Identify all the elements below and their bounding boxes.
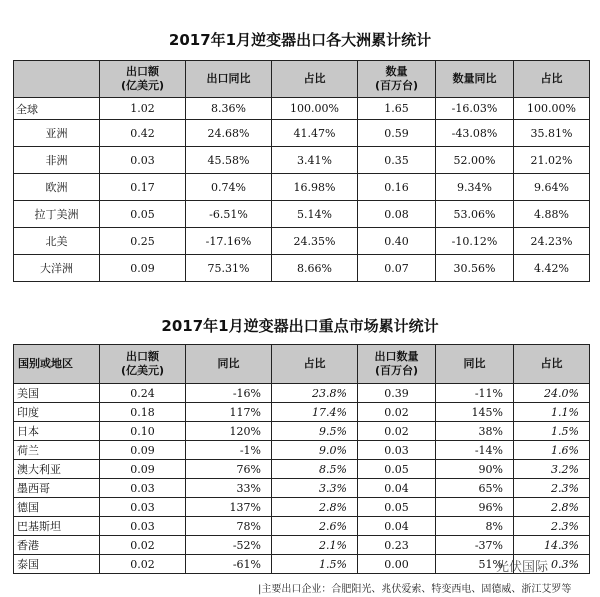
table2-header-cell: 同比 [436,345,514,384]
table2-header-cell: 出口数量 (百万台) [358,345,436,384]
table1-cell: 75.31% [186,255,272,282]
table1-cell: 52.00% [436,147,514,174]
table1-cell: 3.41% [272,147,358,174]
table1-cell: 亚洲 [14,120,100,147]
table2-cell: 印度 [14,403,100,422]
table2-cell: -52% [186,536,272,555]
table-row [14,174,590,201]
table1-cell: 欧洲 [14,174,100,201]
table-row [14,255,590,282]
table2-cell: 3.3% [272,479,358,498]
table2-cell: 0.05 [358,498,436,517]
table2-cell: 65% [436,479,514,498]
table1-header-cell: 数量同比 [436,61,514,98]
table1-cell: 0.59 [358,120,436,147]
table2-cell: 美国 [14,384,100,403]
table-row [14,536,590,555]
table1-cell: 北美 [14,228,100,255]
table1-cell: 0.42 [100,120,186,147]
table2-cell: 76% [186,460,272,479]
table-row [14,228,590,255]
table2-cell: 96% [436,498,514,517]
table1-cell: 1.65 [358,98,436,120]
table2-cell: 0.03 [358,441,436,460]
continent-export-table [13,60,590,282]
table2-cell: 78% [186,517,272,536]
table2-cell: 0.05 [358,460,436,479]
table2-cell: 德国 [14,498,100,517]
key-market-export-table [13,344,590,574]
table1-cell: 45.58% [186,147,272,174]
table1-header-cell: 出口额 (亿美元) [100,61,186,98]
table2-cell: 2.3% [514,479,590,498]
table1-header-cell: 占比 [514,61,590,98]
watermark-text: 光伏国际 [496,560,549,575]
table2-cell: 0.03 [100,517,186,536]
table2-cell: 0.23 [358,536,436,555]
table2-cell: 0.02 [100,536,186,555]
table2-cell: -1% [186,441,272,460]
table-row [14,517,590,536]
table2-cell: 2.8% [514,498,590,517]
table2-cell: 1.5% [272,555,358,574]
table2-cell: 0.09 [100,460,186,479]
table-row [14,120,590,147]
table2-cell: 0.04 [358,517,436,536]
table-row [14,422,590,441]
table2-cell: 17.4% [272,403,358,422]
table1-cell: 21.02% [514,147,590,174]
table1-cell: -10.12% [436,228,514,255]
table1-cell: 4.88% [514,201,590,228]
table-row [14,479,590,498]
table2-cell: 0.10 [100,422,186,441]
table2-cell: 14.3% [514,536,590,555]
table2-cell: 24.0% [514,384,590,403]
table1-cell: 24.23% [514,228,590,255]
table1-cell: 9.64% [514,174,590,201]
table-row [14,441,590,460]
table1-cell: -17.16% [186,228,272,255]
table2-cell: 9.0% [272,441,358,460]
table-row [14,498,590,517]
table1-cell: 全球 [14,98,100,120]
table1-cell: 4.42% [514,255,590,282]
table2-cell: 0.24 [100,384,186,403]
table2-cell: 0.02 [358,403,436,422]
table1-cell: 0.05 [100,201,186,228]
table2-cell: 117% [186,403,272,422]
table-row [14,147,590,174]
table2-cell: 137% [186,498,272,517]
table2-cell: 2.8% [272,498,358,517]
table1-header-row [14,61,590,98]
table2-cell: 2.3% [514,517,590,536]
table2-cell: 0.02 [100,555,186,574]
table1-cell: 0.03 [100,147,186,174]
table2-cell: 1.5% [514,422,590,441]
table2-cell: 0.02 [358,422,436,441]
table2-cell: -61% [186,555,272,574]
table1-header-cell: 出口同比 [186,61,272,98]
table1-cell: 1.02 [100,98,186,120]
table2-cell: 0.03 [100,479,186,498]
table1-cell: 0.35 [358,147,436,174]
table2-cell: 0.39 [358,384,436,403]
table2-cell: 1.1% [514,403,590,422]
table2-cell: 23.8% [272,384,358,403]
table2-cell: 38% [436,422,514,441]
table2-cell: 泰国 [14,555,100,574]
table2-title: 2017年1月逆变器出口重点市场累计统计 [161,317,439,335]
table2-cell: 2.6% [272,517,358,536]
table1-title: 2017年1月逆变器出口各大洲累计统计 [168,31,432,49]
table2-cell: 墨西哥 [14,479,100,498]
table2-header-cell: 占比 [272,345,358,384]
table2-cell: 90% [436,460,514,479]
table2-cell: 145% [436,403,514,422]
table1-cell: 0.07 [358,255,436,282]
table2-header-cell: 占比 [514,345,590,384]
table2-cell: 0.3% [514,555,590,574]
table1-cell: 拉丁美洲 [14,201,100,228]
table2-header-cell: 出口额 (亿美元) [100,345,186,384]
table2-cell: 1.6% [514,441,590,460]
table2-cell: 8% [436,517,514,536]
table1-cell: 0.25 [100,228,186,255]
table1-cell: 0.08 [358,201,436,228]
table2-cell: 8.5% [272,460,358,479]
table2-cell: -37% [436,536,514,555]
table1-cell: 30.56% [436,255,514,282]
table-row [14,98,590,120]
table-row [14,384,590,403]
table1-cell: 5.14% [272,201,358,228]
table2-cell: 荷兰 [14,441,100,460]
table2-cell: 0.04 [358,479,436,498]
table1-cell: 53.06% [436,201,514,228]
table2-cell: 33% [186,479,272,498]
table1-cell: 24.35% [272,228,358,255]
table-row [14,403,590,422]
table2-cell: 120% [186,422,272,441]
footnote: |主要出口企业：合肥阳光、兆伏爱索、特变西电、固德威、浙江艾罗等 [258,584,572,595]
table2-cell: 0.00 [358,555,436,574]
table1-cell: 0.40 [358,228,436,255]
table2-body [14,384,590,574]
table2-cell: -11% [436,384,514,403]
table1-cell: 大洋洲 [14,255,100,282]
table1-header-cell [14,61,100,98]
table2-cell: 0.09 [100,441,186,460]
table2-cell: -16% [186,384,272,403]
table1-header-cell: 占比 [272,61,358,98]
table2-cell: 澳大利亚 [14,460,100,479]
table1-cell: 非洲 [14,147,100,174]
table2-cell: 日本 [14,422,100,441]
table2-header-cell: 国别或地区 [14,345,100,384]
table1-cell: 100.00% [272,98,358,120]
table-row [14,201,590,228]
table1-cell: 8.36% [186,98,272,120]
table1-cell: 9.34% [436,174,514,201]
table1-cell: 41.47% [272,120,358,147]
table2-cell: 香港 [14,536,100,555]
table2-header-cell: 同比 [186,345,272,384]
table1-cell: 0.09 [100,255,186,282]
table1-cell: 35.81% [514,120,590,147]
table1-cell: 100.00% [514,98,590,120]
table1-cell: 0.74% [186,174,272,201]
table2-cell: 0.18 [100,403,186,422]
table2-cell: 2.1% [272,536,358,555]
table1-body [14,98,590,282]
table1-cell: -43.08% [436,120,514,147]
table2-cell: -14% [436,441,514,460]
table1-cell: 0.17 [100,174,186,201]
table2-cell: 9.5% [272,422,358,441]
table1-cell: 0.16 [358,174,436,201]
table1-header-cell: 数量 (百万台) [358,61,436,98]
table2-cell: 巴基斯坦 [14,517,100,536]
table-row [14,460,590,479]
table2-cell: 51% [436,555,514,574]
table1-cell: 16.98% [272,174,358,201]
table1-cell: -16.03% [436,98,514,120]
table2-cell: 3.2% [514,460,590,479]
table1-cell: 8.66% [272,255,358,282]
table1-cell: 24.68% [186,120,272,147]
table2-cell: 0.03 [100,498,186,517]
table2-header-row [14,345,590,384]
table1-cell: -6.51% [186,201,272,228]
